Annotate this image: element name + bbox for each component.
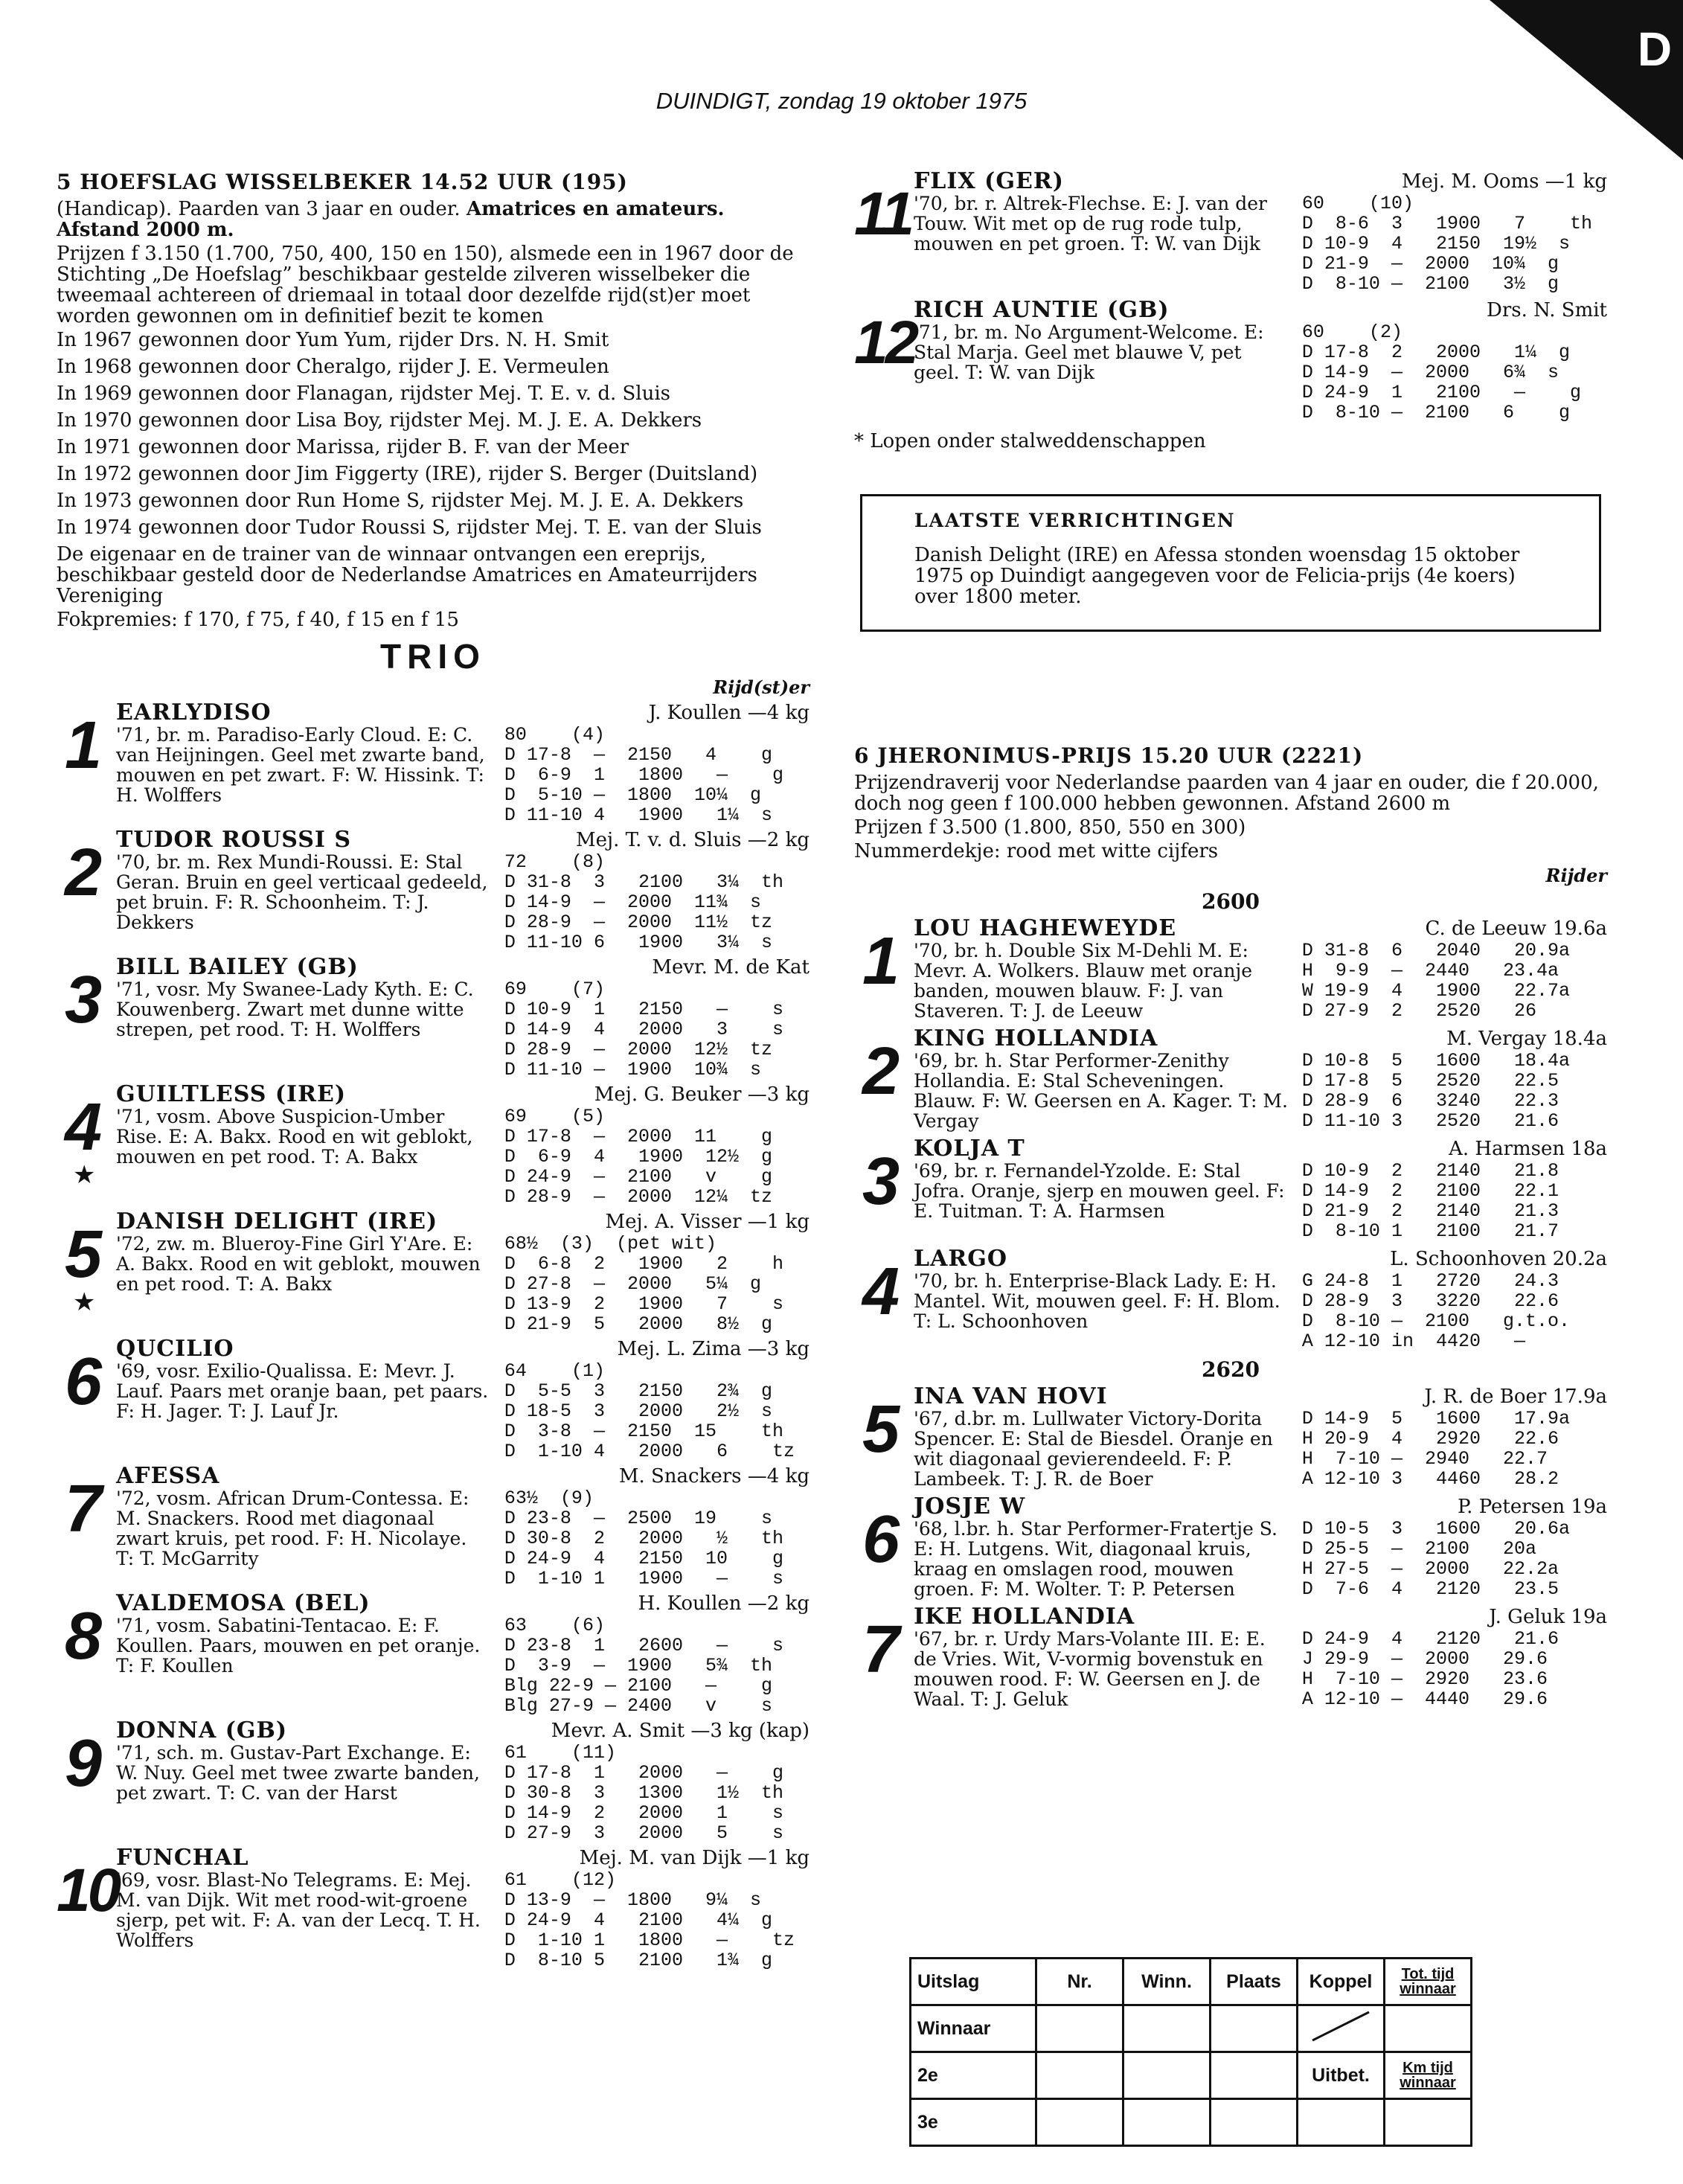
history-line: In 1968 gewonnen door Cheralgo, rijder J. E. Vermeulen — [57, 356, 609, 378]
horse-name: LOU HAGHEWEYDE — [914, 915, 1177, 941]
horse-body — [116, 1107, 810, 1207]
horse-description: '67, br. r. Urdy Mars-Volante III. E: E. de Vries. Wit, V-vormig bovenstuk en mouwen rood. F: W. Geersen en J. de Waal. T: J. Geluk — [914, 1628, 1266, 1710]
horse-description: '68, l.br. h. Star Performer-Fratertje S. E: H. Lutgens. Wit, diagonaal kruis, kraag en omslagen rood, mouwen groen. F: M. Wolter. T: P. Petersen — [914, 1518, 1278, 1600]
horse-header — [116, 1719, 810, 1743]
horse-entry — [57, 1210, 810, 1334]
horse-number: 3 — [64, 963, 103, 1037]
horse-description: '71, br. m. No Argument-Welcome. E: Stal Marja. Geel met blauwe V, pet geel. T: W. van Dijk — [914, 321, 1264, 383]
grid-label-3e: 3e — [911, 2099, 1036, 2146]
horse-entry — [854, 1027, 1607, 1131]
horse-number: 8 — [64, 1599, 103, 1674]
horse-header — [116, 1083, 810, 1107]
right-column — [854, 170, 1607, 1715]
horse-form: D 10-9 2 2140 21.8 D 14-9 2 2100 22.1 D 21-9 2 2140 21.3 D 8-10 1 2100 21.7 — [1301, 1160, 1559, 1242]
horse-entry — [57, 1464, 810, 1589]
horse-body — [914, 1051, 1607, 1131]
history-line: In 1971 gewonnen door Marissa, rijder B. F. van der Meer — [57, 436, 629, 458]
horse-number: 6 — [64, 1345, 103, 1419]
history-line: In 1974 gewonnen door Tudor Roussi S, rijdster Mej. T. E. van der Sluis — [57, 516, 762, 539]
grid-cell[interactable] — [1123, 2005, 1211, 2052]
horse-name: AFESSA — [116, 1463, 220, 1489]
grid-cell[interactable] — [1123, 2099, 1211, 2146]
horse-number: 1 — [64, 708, 103, 783]
grid-label-km-tijd: Km tijd winnaar — [1385, 2052, 1472, 2099]
horse-body — [116, 1488, 810, 1589]
latest-results-box — [860, 494, 1601, 632]
horse-body — [914, 1629, 1607, 1709]
grid-row-3e — [911, 2099, 1472, 2146]
grid-header-plaats: Plaats — [1211, 1959, 1298, 2005]
horse-number: 2 — [64, 836, 103, 910]
horse-number: 9 — [64, 1726, 103, 1801]
horse-header — [914, 1027, 1607, 1051]
grid-cell[interactable] — [1036, 2099, 1123, 2146]
race6-prizes: Prijzen f 3.500 (1.800, 850, 550 en 300) — [854, 816, 1246, 839]
horse-description: '71, sch. m. Gustav-Part Exchange. E: W. Nuy. Geel met twee zwarte banden, pet zwart. T: C. van der Harst — [116, 1742, 480, 1804]
grid-cell[interactable] — [1385, 2099, 1472, 2146]
horse-description: '71, vosr. My Swanee-Lady Kyth. E: C. Kouwenberg. Zwart met dunne witte strepen, pet rood. T: H. Wolffers — [116, 979, 474, 1040]
race6-title: 6 JHERONIMUS-PRIJS 15.20 UUR (2221) — [854, 743, 1364, 768]
rider-name: J. Geluk 19a — [1489, 1606, 1607, 1628]
horse-number: 5 — [64, 1217, 103, 1292]
horse-header — [914, 1137, 1607, 1161]
horse-name: IKE HOLLANDIA — [914, 1604, 1135, 1630]
horse-header — [116, 1846, 810, 1870]
grid-header-nr: Nr. — [1036, 1959, 1123, 2005]
horse-entry — [854, 170, 1607, 294]
trio-label: TRIO — [380, 637, 486, 676]
horse-number: 7 — [862, 1613, 900, 1687]
grid-header-koppel: Koppel — [1298, 1959, 1385, 2005]
horse-name: FUNCHAL — [116, 1845, 249, 1871]
grid-header-winn: Winn. — [1123, 1959, 1211, 2005]
horse-body — [914, 1519, 1607, 1599]
horse-description: '70, br. m. Rex Mundi-Roussi. E: Stal Geran. Bruin en geel verticaal gedeeld, pet bruin. F: R. Schoonheim. T: J. Dekkers — [116, 851, 488, 933]
history-line: In 1969 gewonnen door Flanagan, rijdster Mej. T. E. v. d. Sluis — [57, 382, 671, 405]
horse-body — [116, 1361, 810, 1461]
horse-name: LARGO — [914, 1246, 1008, 1272]
grid-label-2e: 2e — [911, 2052, 1036, 2099]
horse-form: 80 (4) D 17-8 — 2150 4 g D 6-9 1 1800 — g D 5-10 — 1800 10¼ g D 11-10 4 1900 1¼ s — [504, 724, 783, 826]
footnote: * Lopen onder stalweddenschappen — [854, 430, 1206, 452]
rider-name: J. R. de Boer 17.9a — [1424, 1386, 1607, 1408]
rider-name: M. Snackers —4 kg — [618, 1465, 810, 1488]
grid-row-2e — [911, 2052, 1472, 2099]
horse-number: 11 — [854, 180, 912, 248]
race5-history — [57, 330, 810, 538]
horse-description: '67, d.br. m. Lullwater Victory-Dorita Spencer. E: Stal de Biesdel. Oranje en wit diagonaal gevierendeeld. F: P. Lambeek. T: J. R. de Boer — [914, 1408, 1273, 1490]
horse-description: '71, vosm. Sabatini-Tentacao. E: F. Koullen. Paars, mouwen en pet oranje. T: F. Koullen — [116, 1615, 481, 1677]
horse-form: 69 (5) D 17-8 — 2000 11 g D 6-9 4 1900 12½ g D 24-9 — 2100 v g D 28-9 — 2000 12¼ tz — [504, 1106, 772, 1208]
horse-body — [914, 1161, 1607, 1241]
rider-name: Mej. M. van Dijk —1 kg — [579, 1847, 810, 1869]
horse-name: EARLYDISO — [116, 699, 272, 726]
race5-prizes: Prijzen f 3.150 (1.700, 750, 400, 150 en 150), alsmede een in 1967 door de Stichting „De Hoefslag” beschikbaar gestelde zilveren wisselbeker die tweemaal achtereen of driemaal in totaal door dezelfde rijd(st)er moet worden gewonnen om in definitief bezit te komen — [57, 243, 794, 327]
horse-body — [116, 1615, 810, 1716]
horse-form: G 24-8 1 2720 24.3 D 28-9 3 3220 22.6 D 8-10 — 2100 g.t.o. A 12-10 in 4420 — — [1301, 1270, 1570, 1352]
grid-label-uitbet: Uitbet. — [1298, 2052, 1385, 2099]
race5-cond-b: Amatrices en amateurs. Afstand 2000 m. — [57, 198, 725, 241]
distance-2620: 2620 — [1202, 1357, 1260, 1382]
star-icon: ★ — [73, 1160, 96, 1190]
grid-cell[interactable] — [1211, 2005, 1298, 2052]
horse-form: 68½ (3) (pet wit) D 6-8 2 1900 2 h D 27-8 — 2000 5¼ g D 13-9 2 1900 7 s D 21-9 5 2000 8½ g — [504, 1233, 783, 1335]
rider-name: M. Vergay 18.4a — [1446, 1028, 1607, 1050]
race5-title: 5 HOEFSLAG WISSELBEKER 14.52 UUR (195) — [57, 170, 628, 194]
grid-cell[interactable] — [1385, 2005, 1472, 2052]
horse-entry — [57, 828, 810, 952]
slash-mark — [1304, 2008, 1378, 2045]
horse-form: 69 (7) D 10-9 1 2150 — s D 14-9 4 2000 3 s D 28-9 — 2000 12½ tz D 11-10 — 1900 10¾ s — [504, 979, 783, 1080]
history-line: In 1973 gewonnen door Run Home S, rijdster Mej. M. J. E. A. Dekkers — [57, 490, 744, 512]
horse-header — [914, 1247, 1607, 1271]
horse-body — [914, 193, 1607, 294]
horse-header — [914, 917, 1607, 941]
horse-description: '70, br. r. Altrek-Flechse. E: J. van der Touw. Wit met op de rug rode tulp, mouwen en pet groen. T: W. van Dijk — [914, 193, 1267, 254]
horse-entry — [854, 1137, 1607, 1241]
horse-entry — [854, 298, 1607, 423]
horse-form: D 31-8 6 2040 20.9a H 9-9 — 2440 23.4a W 19-9 4 1900 22.7a D 27-9 2 2520 26 — [1301, 940, 1570, 1022]
horse-number: 5 — [862, 1392, 900, 1467]
history-line: In 1970 gewonnen door Lisa Boy, rijdster Mej. M. J. E. A. Dekkers — [57, 409, 702, 432]
horse-description: '69, vosr. Blast-No Telegrams. E: Mej. M. van Dijk. Wit met rood-wit-groene sjerp, pet wit. F: A. van der Lecq. T. H. Wolffers — [116, 1869, 481, 1951]
latest-results-title: LAATSTE VERRICHTINGEN — [914, 510, 1236, 531]
horse-header — [116, 1592, 810, 1615]
horse-description: '70, br. h. Enterprise-Black Lady. E: H. Mantel. Wit, mouwen geel. F: H. Blom. T: L. Schoonhoven — [914, 1270, 1280, 1332]
grid-header-uitslag: Uitslag — [911, 1959, 1036, 2005]
horse-number: 10 — [57, 1857, 119, 1924]
history-line: In 1972 gewonnen door Jim Figgerty (IRE), rijder S. Berger (Duitsland) — [57, 463, 758, 485]
horse-number: 4 — [64, 1090, 103, 1165]
horse-name: DANISH DELIGHT (IRE) — [116, 1208, 438, 1234]
rider-name: L. Schoonhoven 20.2a — [1390, 1248, 1607, 1270]
horse-header — [116, 1210, 810, 1234]
horse-name: QUCILIO — [116, 1336, 234, 1362]
horse-description: '72, zw. m. Blueroy-Fine Girl Y'Are. E: A. Bakx. Rood en wit geblokt, mouwen en pet rood. T: A. Bakx — [116, 1233, 481, 1295]
horse-entry — [57, 1719, 810, 1843]
horse-form: 61 (12) D 13-9 — 1800 9¼ s D 24-9 4 2100 4¼ g D 1-10 1 1800 — tz D 8-10 5 2100 1¾ g — [504, 1869, 795, 1971]
grid-cell[interactable] — [1211, 2099, 1298, 2146]
grid-header-row — [911, 1959, 1472, 2005]
left-column — [57, 170, 810, 1973]
horse-body — [116, 1743, 810, 1843]
horse-name: JOSJE W — [914, 1493, 1026, 1519]
rider-name: Mej. T. v. d. Sluis —2 kg — [576, 829, 810, 851]
horse-name: VALDEMOSA (BEL) — [116, 1590, 371, 1616]
rider-name: Mej. M. Ooms —1 kg — [1401, 170, 1607, 193]
race6-number-cloth: Nummerdekje: rood met witte cijfers — [854, 840, 1219, 862]
grid-cell[interactable] — [1036, 2052, 1123, 2099]
horse-form: 64 (1) D 5-5 3 2150 2¾ g D 18-5 3 2000 2½ s D 3-8 — 2150 15 th D 1-10 4 2000 6 tz — [504, 1360, 795, 1462]
race5-horse-list — [57, 701, 810, 1970]
horse-body — [914, 1409, 1607, 1489]
corner-letter: D — [1637, 22, 1673, 76]
rider-name: A. Harmsen 18a — [1449, 1138, 1607, 1160]
horse-header — [914, 1605, 1607, 1629]
grid-label-winnaar: Winnaar — [911, 2005, 1036, 2052]
corner-tab — [1490, 0, 1683, 160]
horse-body — [914, 322, 1607, 423]
horse-name: KING HOLLANDIA — [914, 1025, 1158, 1051]
horse-entry — [854, 1605, 1607, 1709]
history-line: In 1967 gewonnen door Yum Yum, rijder Drs. N. H. Smit — [57, 329, 609, 351]
horse-number: 3 — [862, 1144, 900, 1219]
horse-name: RICH AUNTIE (GB) — [914, 297, 1170, 323]
page-header: DUINDIGT, zondag 19 oktober 1975 — [655, 88, 1028, 114]
horse-form: D 10-5 3 1600 20.6a D 25-5 — 2100 20a H 27-5 — 2000 22.2a D 7-6 4 2120 23.5 — [1301, 1518, 1570, 1600]
horse-form: 63 (6) D 23-8 1 2600 — s D 3-9 — 1900 5¾ th Blg 22-9 — 2100 — g Blg 27-9 — 2400 v s — [504, 1615, 783, 1717]
horse-entry — [854, 1247, 1607, 1351]
horse-body — [116, 1234, 810, 1334]
rider-name: P. Petersen 19a — [1457, 1496, 1607, 1518]
horse-header — [914, 1385, 1607, 1409]
horse-header — [914, 170, 1607, 193]
horse-form: 61 (11) D 17-8 1 2000 — g D 30-8 3 1300 1½ th D 14-9 2 2000 1 s D 27-9 3 2000 5 s — [504, 1742, 783, 1844]
horse-entry — [854, 1385, 1607, 1489]
horse-entry — [57, 1083, 810, 1207]
horse-description: '71, br. m. Paradiso-Early Cloud. E: C. van Heijningen. Geel met zwarte band, mouwen en pet zwart. F: W. Hissink. T: H. Wolffers — [116, 724, 485, 806]
grid-header-tot-tijd: Tot. tijd winnaar — [1385, 1959, 1472, 2005]
star-icon: ★ — [73, 1287, 96, 1317]
horse-body — [914, 941, 1607, 1021]
race5-trophy: De eigenaar en de trainer van de winnaar ontvangen een ereprijs, beschikbaar gesteld door de Nederlandse Amatrices en Amateurrijders Vereniging — [57, 543, 757, 607]
rider-name: C. de Leeuw 19.6a — [1425, 918, 1607, 940]
horse-entry — [57, 1846, 810, 1970]
grid-cell[interactable] — [1036, 2005, 1123, 2052]
horse-form: D 14-9 5 1600 17.9a H 20-9 4 2920 22.6 H 7-10 — 2940 22.7 A 12-10 3 4460 28.2 — [1301, 1408, 1570, 1490]
horse-header — [914, 1495, 1607, 1519]
horse-body — [116, 725, 810, 825]
horse-form: D 10-8 5 1600 18.4a D 17-8 5 2520 22.5 D 28-9 6 3240 22.3 D 11-10 3 2520 21.6 — [1301, 1050, 1570, 1132]
grid-cell[interactable] — [1298, 2099, 1385, 2146]
rider-name: H. Koullen —2 kg — [638, 1592, 810, 1615]
race5-fokpremies: Fokpremies: f 170, f 75, f 40, f 15 en f 15 — [57, 609, 459, 631]
race5-conditions — [57, 199, 810, 240]
horse-body — [116, 852, 810, 952]
race5-horse-list-continued — [854, 170, 1607, 423]
race6-horse-list-2620 — [854, 1385, 1607, 1709]
race6-rider-label: Rijder — [1545, 865, 1607, 886]
horse-header — [116, 1464, 810, 1488]
horse-description: '69, br. r. Fernandel-Yzolde. E: Stal Jofra. Oranje, sjerp en mouwen geel. F: E. Tuitman. T: A. Harmsen — [914, 1160, 1285, 1222]
horse-name: INA VAN HOVI — [914, 1383, 1108, 1409]
rider-name: Mej. L. Zima —3 kg — [617, 1338, 810, 1360]
horse-body — [914, 1271, 1607, 1351]
horse-description: '69, br. h. Star Performer-Zenithy Hollandia. E: Stal Scheveningen. Blauw. F: W. Geersen en A. Kager. T: M. Vergay — [914, 1050, 1288, 1132]
horse-header — [116, 1337, 810, 1361]
rider-name: Mej. G. Beuker —3 kg — [594, 1083, 810, 1106]
horse-name: BILL BAILEY (GB) — [116, 954, 359, 980]
horse-header — [914, 298, 1607, 322]
horse-entry — [57, 701, 810, 825]
horse-body — [116, 979, 810, 1080]
distance-2600: 2600 — [1202, 889, 1260, 914]
horse-number: 6 — [862, 1502, 900, 1577]
horse-entry — [854, 917, 1607, 1021]
horse-form: 60 (2) D 17-8 2 2000 1¼ g D 14-9 — 2000 6¾ s D 24-9 1 2100 — g D 8-10 — 2100 6 g — [1301, 321, 1581, 423]
horse-form: 63½ (9) D 23-8 — 2500 19 s D 30-8 2 2000 ½ th D 24-9 4 2150 10 g D 1-10 1 1900 — s — [504, 1488, 783, 1589]
grid-cell[interactable] — [1123, 2052, 1211, 2099]
rider-name: J. Koullen —4 kg — [648, 702, 810, 724]
race6-conditions: Prijzendraverij voor Nederlandse paarden van 4 jaar en ouder, die f 20.000, doch nog geen f 100.000 hebben gewonnen. Afstand 2600 m — [854, 772, 1599, 815]
grid-cell-slash — [1298, 2005, 1385, 2052]
grid-cell[interactable] — [1211, 2052, 1298, 2099]
horse-description: '72, vosm. African Drum-Contessa. E: M. Snackers. Rood met diagonaal zwart kruis, pet rood. F: H. Nicolaye. T: T. McGarrity — [116, 1488, 469, 1569]
horse-header — [116, 828, 810, 852]
horse-header — [116, 955, 810, 979]
race5-cond-a: (Handicap). Paarden van 3 jaar en ouder. — [57, 198, 461, 220]
horse-description: '69, vosr. Exilio-Qualissa. E: Mevr. J. Lauf. Paars met oranje baan, pet paars. F: H. Jager. T: J. Lauf Jr. — [116, 1360, 489, 1422]
rider-name: Mej. A. Visser —1 kg — [605, 1211, 810, 1233]
rider-name: Drs. N. Smit — [1487, 299, 1607, 321]
horse-description: '71, vosm. Above Suspicion-Umber Rise. E: A. Bakx. Rood en wit geblokt, mouwen en pet rood. T: A. Bakx — [116, 1106, 473, 1168]
horse-name: DONNA (GB) — [116, 1717, 288, 1743]
horse-entry — [57, 955, 810, 1080]
horse-number: 2 — [862, 1034, 900, 1109]
horse-form: 60 (10) D 8-6 3 1900 7 th D 10-9 4 2150 19½ s D 21-9 — 2000 10¾ g D 8-10 — 2100 3½ g — [1301, 193, 1592, 295]
horse-body — [116, 1870, 810, 1970]
rider-name: Mevr. M. de Kat — [652, 956, 810, 979]
latest-results-text: Danish Delight (IRE) en Afessa stonden woensdag 15 oktober 1975 op Duindigt aangegeven voor de Felicia-prijs (4e koers) over 1800 meter. — [914, 544, 1520, 608]
horse-name: KOLJA T — [914, 1136, 1025, 1162]
horse-number: 7 — [64, 1472, 103, 1546]
horse-entry — [57, 1337, 810, 1461]
rider-column-label: Rijd(st)er — [713, 676, 810, 698]
horse-header — [116, 701, 810, 725]
horse-name: GUILTLESS (IRE) — [116, 1081, 347, 1107]
horse-form: 72 (8) D 31-8 3 2100 3¼ th D 14-9 — 2000 11¾ s D 28-9 — 2000 11½ tz D 11-10 6 1900 3¼ s — [504, 851, 783, 953]
grid-row-winnaar — [911, 2005, 1472, 2052]
horse-form: D 24-9 4 2120 21.6 J 29-9 — 2000 29.6 H 7-10 — 2920 23.6 A 12-10 — 4440 29.6 — [1301, 1628, 1559, 1710]
rider-name: Mevr. A. Smit —3 kg (kap) — [551, 1720, 810, 1742]
horse-number: 1 — [862, 924, 900, 999]
horse-number: 12 — [854, 309, 917, 377]
horse-name: FLIX (GER) — [914, 168, 1064, 194]
horse-description: '70, br. h. Double Six M-Dehli M. E: Mevr. A. Wolkers. Blauw met oranje banden, mouwen blauw. F: J. van Staveren. T: J. de Leeuw — [914, 940, 1252, 1022]
horse-entry — [57, 1592, 810, 1716]
horse-entry — [854, 1495, 1607, 1599]
betting-grid — [909, 1957, 1472, 2147]
horse-number: 4 — [862, 1255, 900, 1329]
horse-name: TUDOR ROUSSI S — [116, 827, 352, 853]
race6-horse-list-2600 — [854, 917, 1607, 1351]
